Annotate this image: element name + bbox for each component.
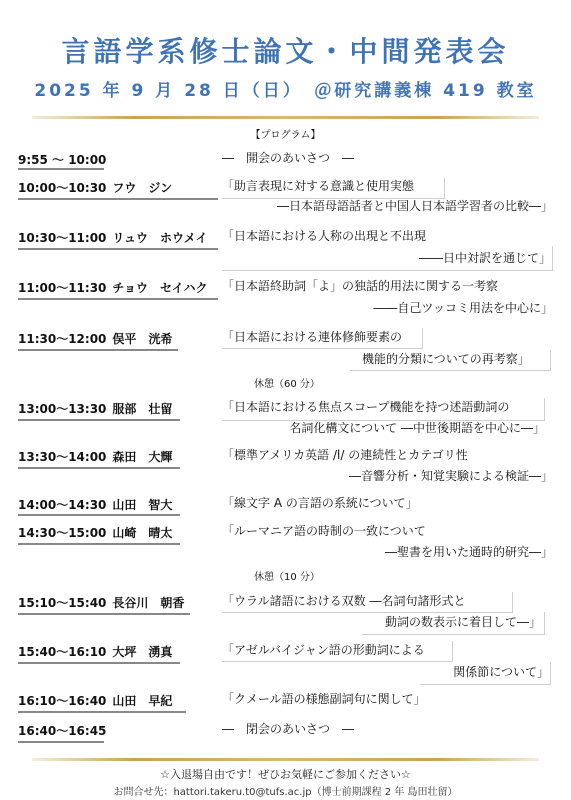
schedule-time: 11:00〜11:30 チョウ セイハク	[18, 281, 208, 295]
time-underline	[18, 248, 218, 250]
talk-title: 「助言表現に対する意識と使用実態	[222, 179, 415, 193]
talk-title: 「日本語における焦点スコープ機能を持つ述語動詞の	[222, 400, 510, 414]
schedule-time: 16:40〜16:45	[18, 724, 107, 738]
time-underline	[18, 711, 186, 713]
bottom-divider	[32, 758, 539, 761]
schedule-time: 16:10〜16:40 山田 早紀	[18, 694, 173, 708]
time-underline	[18, 298, 218, 300]
schedule-time: 14:00〜14:30 山田 智大	[18, 498, 173, 512]
presenter-name: 森田 大輝	[112, 450, 173, 464]
time-underline	[18, 613, 190, 615]
talk-title: 「日本語における人称の出現と不出現	[222, 229, 427, 243]
time-underline	[18, 514, 180, 516]
break-label: 休憩（10 分）	[254, 572, 320, 583]
talk-subtitle: 動詞の数表示に着目して―」	[384, 615, 541, 629]
schedule-time: 13:00〜13:30 服部 壮留	[18, 402, 173, 416]
talk-title: 「クメール語の様態副詞句に関して」	[222, 692, 426, 706]
talk-subtitle: ――自己ツッコミ用法を中心に」	[373, 301, 553, 315]
talk-subtitle: 関係節について」	[453, 665, 549, 679]
schedule-time: 10:00〜10:30 フウ ジン	[18, 181, 173, 195]
break-label: 休憩（60 分）	[254, 379, 320, 390]
schedule-time: 10:30〜11:00 リュウ ホウメイ	[18, 231, 208, 245]
presenter-name: 長谷川 朝香	[112, 596, 185, 610]
talk-title: 「日本語における連体修飾要素の	[222, 330, 403, 344]
schedule-time: 9:55 〜 10:00	[18, 153, 107, 167]
time-underline	[18, 741, 104, 743]
talk-title: 「標準アメリカ英語 /l/ の連続性とカテゴリ性	[222, 448, 468, 462]
opening-remarks: ― 開会のあいさつ ―	[222, 151, 355, 165]
time-underline	[18, 467, 180, 469]
top-divider	[32, 116, 539, 119]
talk-subtitle: 名詞化構文について ―中世後期語を中心に―」	[289, 421, 545, 435]
talk-subtitle: ―音響分析・知覚実験による検証―」	[348, 469, 553, 483]
schedule-time: 13:30〜14:00 森田 大輝	[18, 450, 173, 464]
time-underline	[18, 543, 180, 545]
presenter-name: 山田 早紀	[112, 694, 173, 708]
presenter-name: リュウ ホウメイ	[112, 231, 208, 245]
presenter-name: 大坪 湧真	[112, 645, 173, 659]
schedule-time: 14:30〜15:00 山崎 晴太	[18, 526, 173, 540]
presenter-name: 服部 壮留	[112, 402, 173, 416]
schedule-time: 15:40〜16:10 大坪 湧真	[18, 645, 173, 659]
presenter-name: 山田 智大	[112, 498, 173, 512]
schedule-time: 15:10〜15:40 長谷川 朝香	[18, 596, 185, 610]
presenter-name: 俣平 洸希	[112, 332, 173, 346]
contact-info: お問合せ先：hattori.takeru.t0@tufs.ac.jp（博士前期課程 2 年 島田壮留）	[113, 787, 458, 798]
time-underline	[18, 662, 180, 664]
presenter-name: チョウ セイハク	[112, 281, 208, 295]
time-underline	[18, 168, 104, 170]
program-label: 【プログラム】	[250, 130, 321, 141]
time-underline	[18, 349, 178, 351]
talk-title: 「アゼルバイジャン語の形動詞による	[222, 643, 425, 657]
talk-subtitle: 機能的分類についての再考察」	[362, 352, 530, 366]
event-date-location: 2025 年 9 月 28 日（日） ＠研究講義棟 419 教室	[34, 81, 537, 101]
talk-subtitle: ――日中対訳を通じて」	[418, 251, 551, 265]
presenter-name: 山崎 晴太	[112, 526, 173, 540]
admission-note: ☆入退場自由です！ぜひお気軽にご参加ください☆	[160, 768, 411, 781]
talk-title: 「日本語終助詞「よ」の独話的用法に関する一考察	[222, 279, 499, 293]
talk-subtitle: ―日本語母語話者と中国人日本語学習者の比較―」	[276, 199, 553, 213]
talk-subtitle: ―聖書を用いた通時的研究―」	[384, 545, 553, 559]
presenter-name: フウ ジン	[112, 181, 173, 195]
time-underline	[18, 198, 218, 200]
schedule-time: 11:30〜12:00 俣平 洸希	[18, 332, 173, 346]
talk-title: 「ウラル諸語における双数 ―名詞句諸形式と	[222, 594, 466, 608]
closing-remarks: ― 閉会のあいさつ ―	[222, 722, 355, 736]
page-title: 言語学系修士論文・中間発表会	[61, 35, 510, 68]
talk-title: 「線文字 A の言語の系統について」	[222, 496, 418, 510]
time-underline	[18, 419, 180, 421]
talk-title: 「ルーマニア語の時制の一致について	[222, 524, 426, 538]
